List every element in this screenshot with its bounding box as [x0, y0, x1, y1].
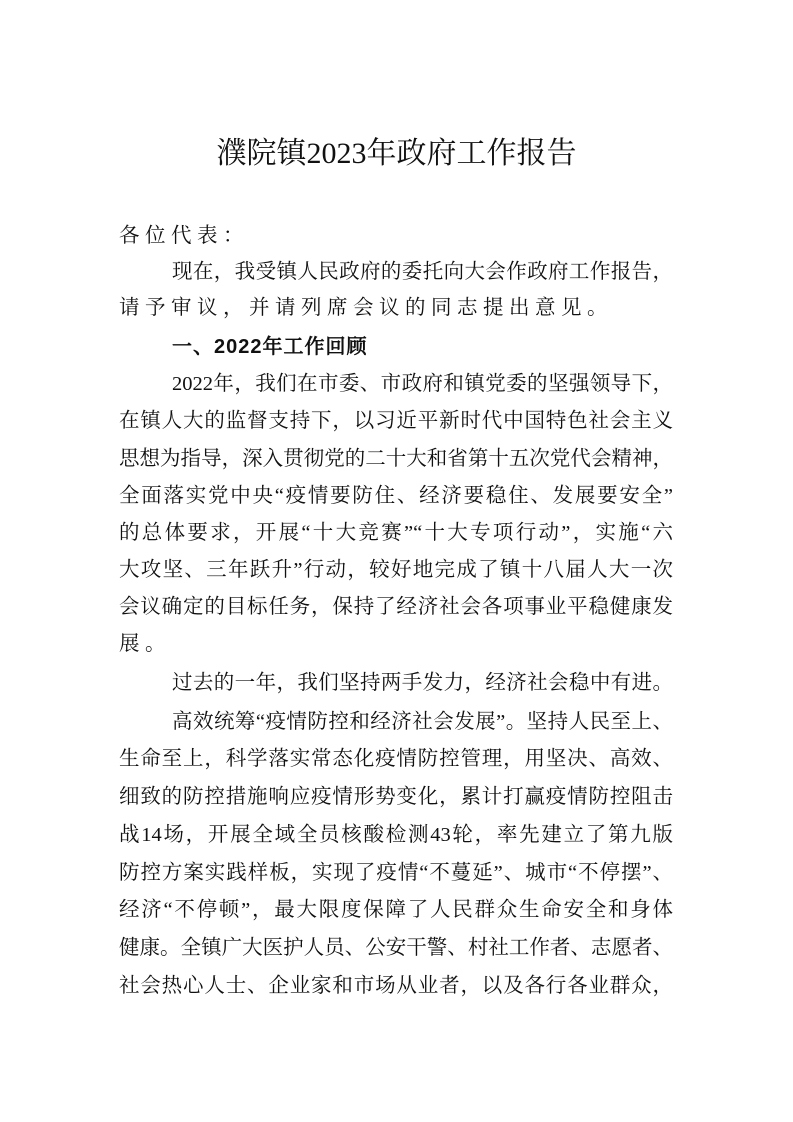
paragraph-line: 高效统筹“疫情防控和经济社会发展”。坚持人民至上、 [172, 711, 673, 733]
paragraph-line: 思想为指导，深入贯彻党的二十大和省第十五次党代会精神， [119, 448, 673, 470]
paragraph-line: 健康。全镇广大医护人员、公安干警、村社工作者、志愿者、 [119, 937, 673, 959]
paragraph-line: 2022年，我们在市委、市政府和镇党委的坚强领导下， [172, 373, 673, 395]
paragraph-line: 会议确定的目标任务，保持了经济社会各项事业平稳健康发 [119, 596, 673, 618]
paragraph-line: 细致的防控措施响应疫情形势变化，累计打赢疫情防控阻击 [119, 786, 673, 808]
section-heading: 一、2022年工作回顾 [172, 336, 368, 358]
intro-line: 现在，我受镇人民政府的委托向大会作政府工作报告， [172, 261, 673, 283]
paragraph-line: 生命至上，科学落实常态化疫情防控管理，用坚决、高效、 [119, 748, 673, 770]
page-title: 濮院镇2023年政府工作报告 [216, 137, 577, 170]
paragraph-line: 在镇人大的监督支持下，以习近平新时代中国特色社会主义 [119, 410, 673, 432]
paragraph-line: 战14场，开展全域全员核酸检测43轮，率先建立了第九版 [119, 824, 673, 846]
paragraph-line: 过去的一年，我们坚持两手发力，经济社会稳中有进。 [172, 672, 673, 694]
paragraph-line: 全面落实党中央“疫情要防住、经济要稳住、发展要安全” [119, 485, 673, 507]
paragraph-line: 社会热心人士、企业家和市场从业者，以及各行各业群众， [119, 975, 673, 997]
salutation: 各位代表： [119, 225, 249, 247]
paragraph-line: 的总体要求，开展“十大竞赛”“十大专项行动”，实施“六 [119, 522, 673, 544]
paragraph-line: 防控方案实践样板，实现了疫情“不蔓延”、城市“不停摆”、 [119, 862, 673, 884]
paragraph-line: 经济“不停顿”，最大限度保障了人民群众生命安全和身体 [119, 899, 673, 921]
paragraph-line: 大攻坚、三年跃升”行动，较好地完成了镇十八届人大一次 [119, 559, 673, 581]
intro-line: 请予审议，并请列席会议的同志提出意见。 [119, 297, 613, 319]
paragraph-line: 展。 [119, 633, 171, 655]
